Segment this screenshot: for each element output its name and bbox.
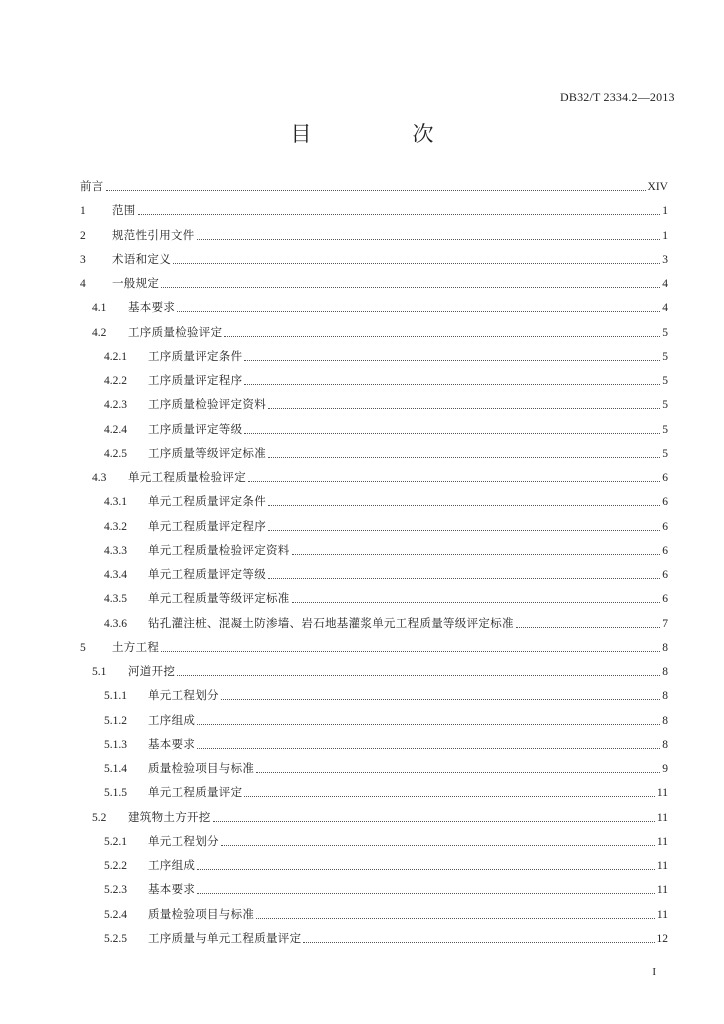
toc-entry-label: 基本要求: [148, 882, 196, 897]
toc-leader-dots: [268, 407, 660, 409]
toc-leader-dots: [268, 577, 660, 579]
toc-entry-page: 11: [656, 811, 668, 824]
toc-entry-label: 工序质量检验评定资料: [148, 397, 266, 412]
toc-entry[interactable]: [104, 735, 668, 753]
toc-entry[interactable]: [104, 517, 668, 535]
toc-entry[interactable]: [104, 541, 668, 559]
toc-leader-dots: [161, 286, 660, 288]
toc-entry-label: 术语和定义: [112, 251, 171, 266]
toc-entry-page: 8: [662, 738, 668, 751]
toc-entry-number: 5.1.1: [104, 690, 127, 703]
toc-entry-label: 单元工程质量评定程序: [148, 518, 266, 533]
toc-entry-label: 基本要求: [128, 300, 176, 315]
toc-entry[interactable]: [104, 492, 668, 510]
toc-leader-dots: [268, 504, 660, 506]
toc-entry-number: 5.2.1: [104, 835, 127, 848]
toc-entry[interactable]: [104, 347, 668, 365]
toc-entry-number: 4.2.1: [104, 350, 127, 363]
toc-entry-number: 4.3.2: [104, 520, 127, 533]
toc-entry[interactable]: [104, 880, 668, 898]
toc-entry-number: 5.1.4: [104, 763, 127, 775]
toc-leader-dots: [268, 529, 660, 531]
toc-entry-page: 5: [662, 447, 668, 460]
toc-entry-number: 2: [80, 229, 86, 242]
toc-entry[interactable]: [92, 298, 668, 316]
toc-entry-number: 4.3: [92, 472, 107, 484]
toc-leader-dots: [106, 189, 646, 191]
toc-entry-page: 5: [662, 399, 668, 412]
toc-entry-page: 1: [662, 205, 668, 218]
toc-entry-number: 4.2.2: [104, 375, 127, 387]
toc-leader-dots: [256, 771, 660, 773]
toc-entry-label: 工序组成: [148, 712, 196, 727]
toc-entry-label: 单元工程质量检验评定资料: [148, 542, 290, 557]
toc-entry-number: 5.2.2: [104, 860, 127, 872]
toc-entry-number: 5.1.2: [104, 714, 127, 727]
toc-entry-label: 工序质量检验评定: [128, 324, 223, 339]
toc-entry-page: 7: [662, 617, 668, 630]
toc-leader-dots: [221, 844, 655, 846]
toc-entry-page: 6: [662, 472, 668, 484]
toc-entry-number: 4.3.1: [104, 496, 127, 509]
toc-leader-dots: [244, 795, 655, 797]
toc-entry-page: 8: [662, 666, 668, 678]
toc-leader-dots: [248, 480, 660, 482]
toc-entry-label: 河道开挖: [128, 664, 176, 678]
toc-leader-dots: [268, 456, 660, 458]
toc-leader-dots: [197, 747, 660, 749]
toc-leader-dots: [138, 213, 661, 215]
toc-leader-dots: [244, 432, 660, 434]
toc-leader-dots: [244, 383, 660, 385]
toc-entry[interactable]: [80, 638, 668, 656]
toc-entry-number: 1: [80, 205, 86, 218]
toc-entry[interactable]: [80, 274, 668, 292]
toc-entry-label: 单元工程质量评定: [148, 785, 243, 800]
toc-entry-page: 12: [656, 932, 668, 945]
toc-entry[interactable]: [104, 395, 668, 413]
toc-entry-number: 5.2.5: [104, 932, 127, 945]
toc-entry-number: 5.1.3: [104, 738, 127, 751]
toc-entry-number: 4.3.3: [104, 544, 127, 557]
toc-entry-label: 钻孔灌注桩、混凝土防渗墙、岩石地基灌浆单元工程质量等级评定标准: [148, 615, 514, 630]
toc-entry[interactable]: [80, 250, 668, 268]
toc-entry-number: 5.1.5: [104, 787, 127, 800]
toc-entry-page: 9: [662, 763, 668, 775]
toc-leader-dots: [516, 626, 660, 628]
toc-entry-page: 6: [662, 569, 668, 581]
toc-entry-label: 工序组成: [148, 858, 196, 872]
toc-entry-page: 11: [656, 835, 668, 848]
toc-leader-dots: [177, 310, 660, 312]
toc-entry-number: 4.3.4: [104, 569, 127, 581]
toc-entry-label: 质量检验项目与标准: [148, 906, 255, 921]
toc-entry[interactable]: [80, 201, 668, 219]
toc-entry-label: 前言: [80, 179, 104, 193]
toc-entry-label: 范围: [112, 203, 136, 218]
toc-entry-number: 4.3.5: [104, 593, 127, 606]
toc-entry-label: 土方工程: [112, 639, 160, 654]
toc-entry-label: 工序质量评定等级: [148, 421, 243, 436]
toc-entry[interactable]: [104, 905, 668, 923]
toc-leader-dots: [213, 820, 655, 822]
toc-leader-dots: [256, 917, 655, 919]
toc-entry[interactable]: [104, 929, 668, 947]
toc-entry-number: 3: [80, 253, 86, 266]
toc-entry-page: 5: [662, 350, 668, 363]
toc-entry-label: 一般规定: [112, 276, 160, 290]
toc-leader-dots: [197, 238, 661, 240]
toc-entry-page: 4: [662, 278, 668, 290]
toc-entry-page: 8: [662, 714, 668, 727]
toc-entry-number: 5.2.4: [104, 908, 127, 921]
toc-entry-number: 4: [80, 278, 86, 290]
toc-entry-label: 工序质量等级评定标准: [148, 445, 266, 460]
toc-entry-label: 单元工程质量等级评定标准: [148, 591, 290, 606]
toc-leader-dots: [161, 650, 660, 652]
toc-entry-page: 11: [656, 908, 668, 921]
toc-entry-number: 5.2: [92, 811, 107, 824]
toc-entry-label: 单元工程质量检验评定: [128, 470, 246, 484]
toc-entry[interactable]: [92, 323, 668, 341]
toc-leader-dots: [244, 359, 660, 361]
toc-entry-number: 4.3.6: [104, 617, 127, 630]
toc-entry[interactable]: [104, 832, 668, 850]
toc-entry-page: 6: [662, 593, 668, 606]
toc-entry[interactable]: [104, 783, 668, 801]
toc-entry[interactable]: [104, 711, 668, 729]
toc-entry-label: 单元工程划分: [148, 688, 219, 703]
toc-entry[interactable]: [104, 856, 668, 874]
toc-entry-label: 单元工程划分: [148, 833, 219, 848]
toc-title: 目 次: [290, 122, 474, 146]
toc-entry-page: 5: [662, 423, 668, 436]
toc-entry-page: 6: [662, 520, 668, 533]
toc-leader-dots: [197, 868, 655, 870]
toc-entry[interactable]: [104, 444, 668, 462]
page-number: I: [652, 966, 656, 978]
toc-entry[interactable]: [104, 371, 668, 389]
toc-leader-dots: [292, 553, 661, 555]
toc-entry-page: 11: [656, 787, 668, 800]
toc-entry-number: 4.2.5: [104, 447, 127, 460]
toc-entry-page: 8: [662, 641, 668, 654]
toc-entry-page: 11: [656, 860, 668, 872]
toc-leader-dots: [221, 698, 660, 700]
toc-entry[interactable]: [104, 614, 668, 632]
toc-entry[interactable]: [92, 808, 668, 826]
toc-entry-number: 4.2: [92, 326, 107, 339]
toc-entry-number: 4.2.4: [104, 423, 127, 436]
toc-entry-label: 工序质量评定条件: [148, 348, 243, 363]
toc-entry-label: 工序质量评定程序: [148, 373, 243, 387]
toc-leader-dots: [197, 892, 655, 894]
toc-entry[interactable]: [92, 468, 668, 486]
toc-entry-label: 规范性引用文件: [112, 227, 195, 242]
toc-entry[interactable]: [80, 226, 668, 244]
toc-entry[interactable]: [104, 759, 668, 777]
toc-entry-page: 6: [662, 496, 668, 509]
toc-leader-dots: [177, 674, 660, 676]
toc-entry-page: 5: [662, 326, 668, 339]
toc-entry-page: 4: [662, 302, 668, 315]
toc-entry-label: 建筑物土方开挖: [128, 809, 211, 824]
toc-entry-label: 基本要求: [148, 736, 196, 751]
toc-entry[interactable]: [104, 589, 668, 607]
toc-entry-page: 1: [662, 229, 668, 242]
toc-entry-number: 5.2.3: [104, 884, 127, 897]
toc-entry-page: 8: [662, 690, 668, 703]
toc-entry[interactable]: [104, 420, 668, 438]
toc-entry-number: 5.1: [92, 666, 107, 678]
toc-entry-number: 5: [80, 641, 86, 654]
toc-leader-dots: [173, 262, 660, 264]
doc-code: DB32/T 2334.2—2013: [560, 90, 675, 104]
toc-leader-dots: [303, 941, 654, 943]
toc-leader-dots: [197, 723, 660, 725]
toc-leader-dots: [292, 601, 661, 603]
toc-entry-label: 质量检验项目与标准: [148, 761, 255, 775]
toc-entry-label: 单元工程质量评定条件: [148, 494, 266, 509]
toc-entry-page: 6: [662, 544, 668, 557]
toc-entry[interactable]: [104, 686, 668, 704]
toc-entry-label: 单元工程质量评定等级: [148, 567, 266, 581]
toc-entry[interactable]: [80, 177, 668, 195]
toc-entry-page: 11: [656, 884, 668, 897]
toc-entry-label: 工序质量与单元工程质量评定: [148, 930, 302, 945]
toc-entry-page: 3: [662, 253, 668, 266]
toc-leader-dots: [224, 335, 660, 337]
toc-entry-page: 5: [662, 375, 668, 387]
toc-entry[interactable]: [104, 565, 668, 583]
toc-entry-number: 4.2.3: [104, 399, 127, 412]
toc-entry-page: XIV: [647, 181, 668, 193]
toc-entry[interactable]: [92, 662, 668, 680]
toc-entry-number: 4.1: [92, 302, 107, 315]
